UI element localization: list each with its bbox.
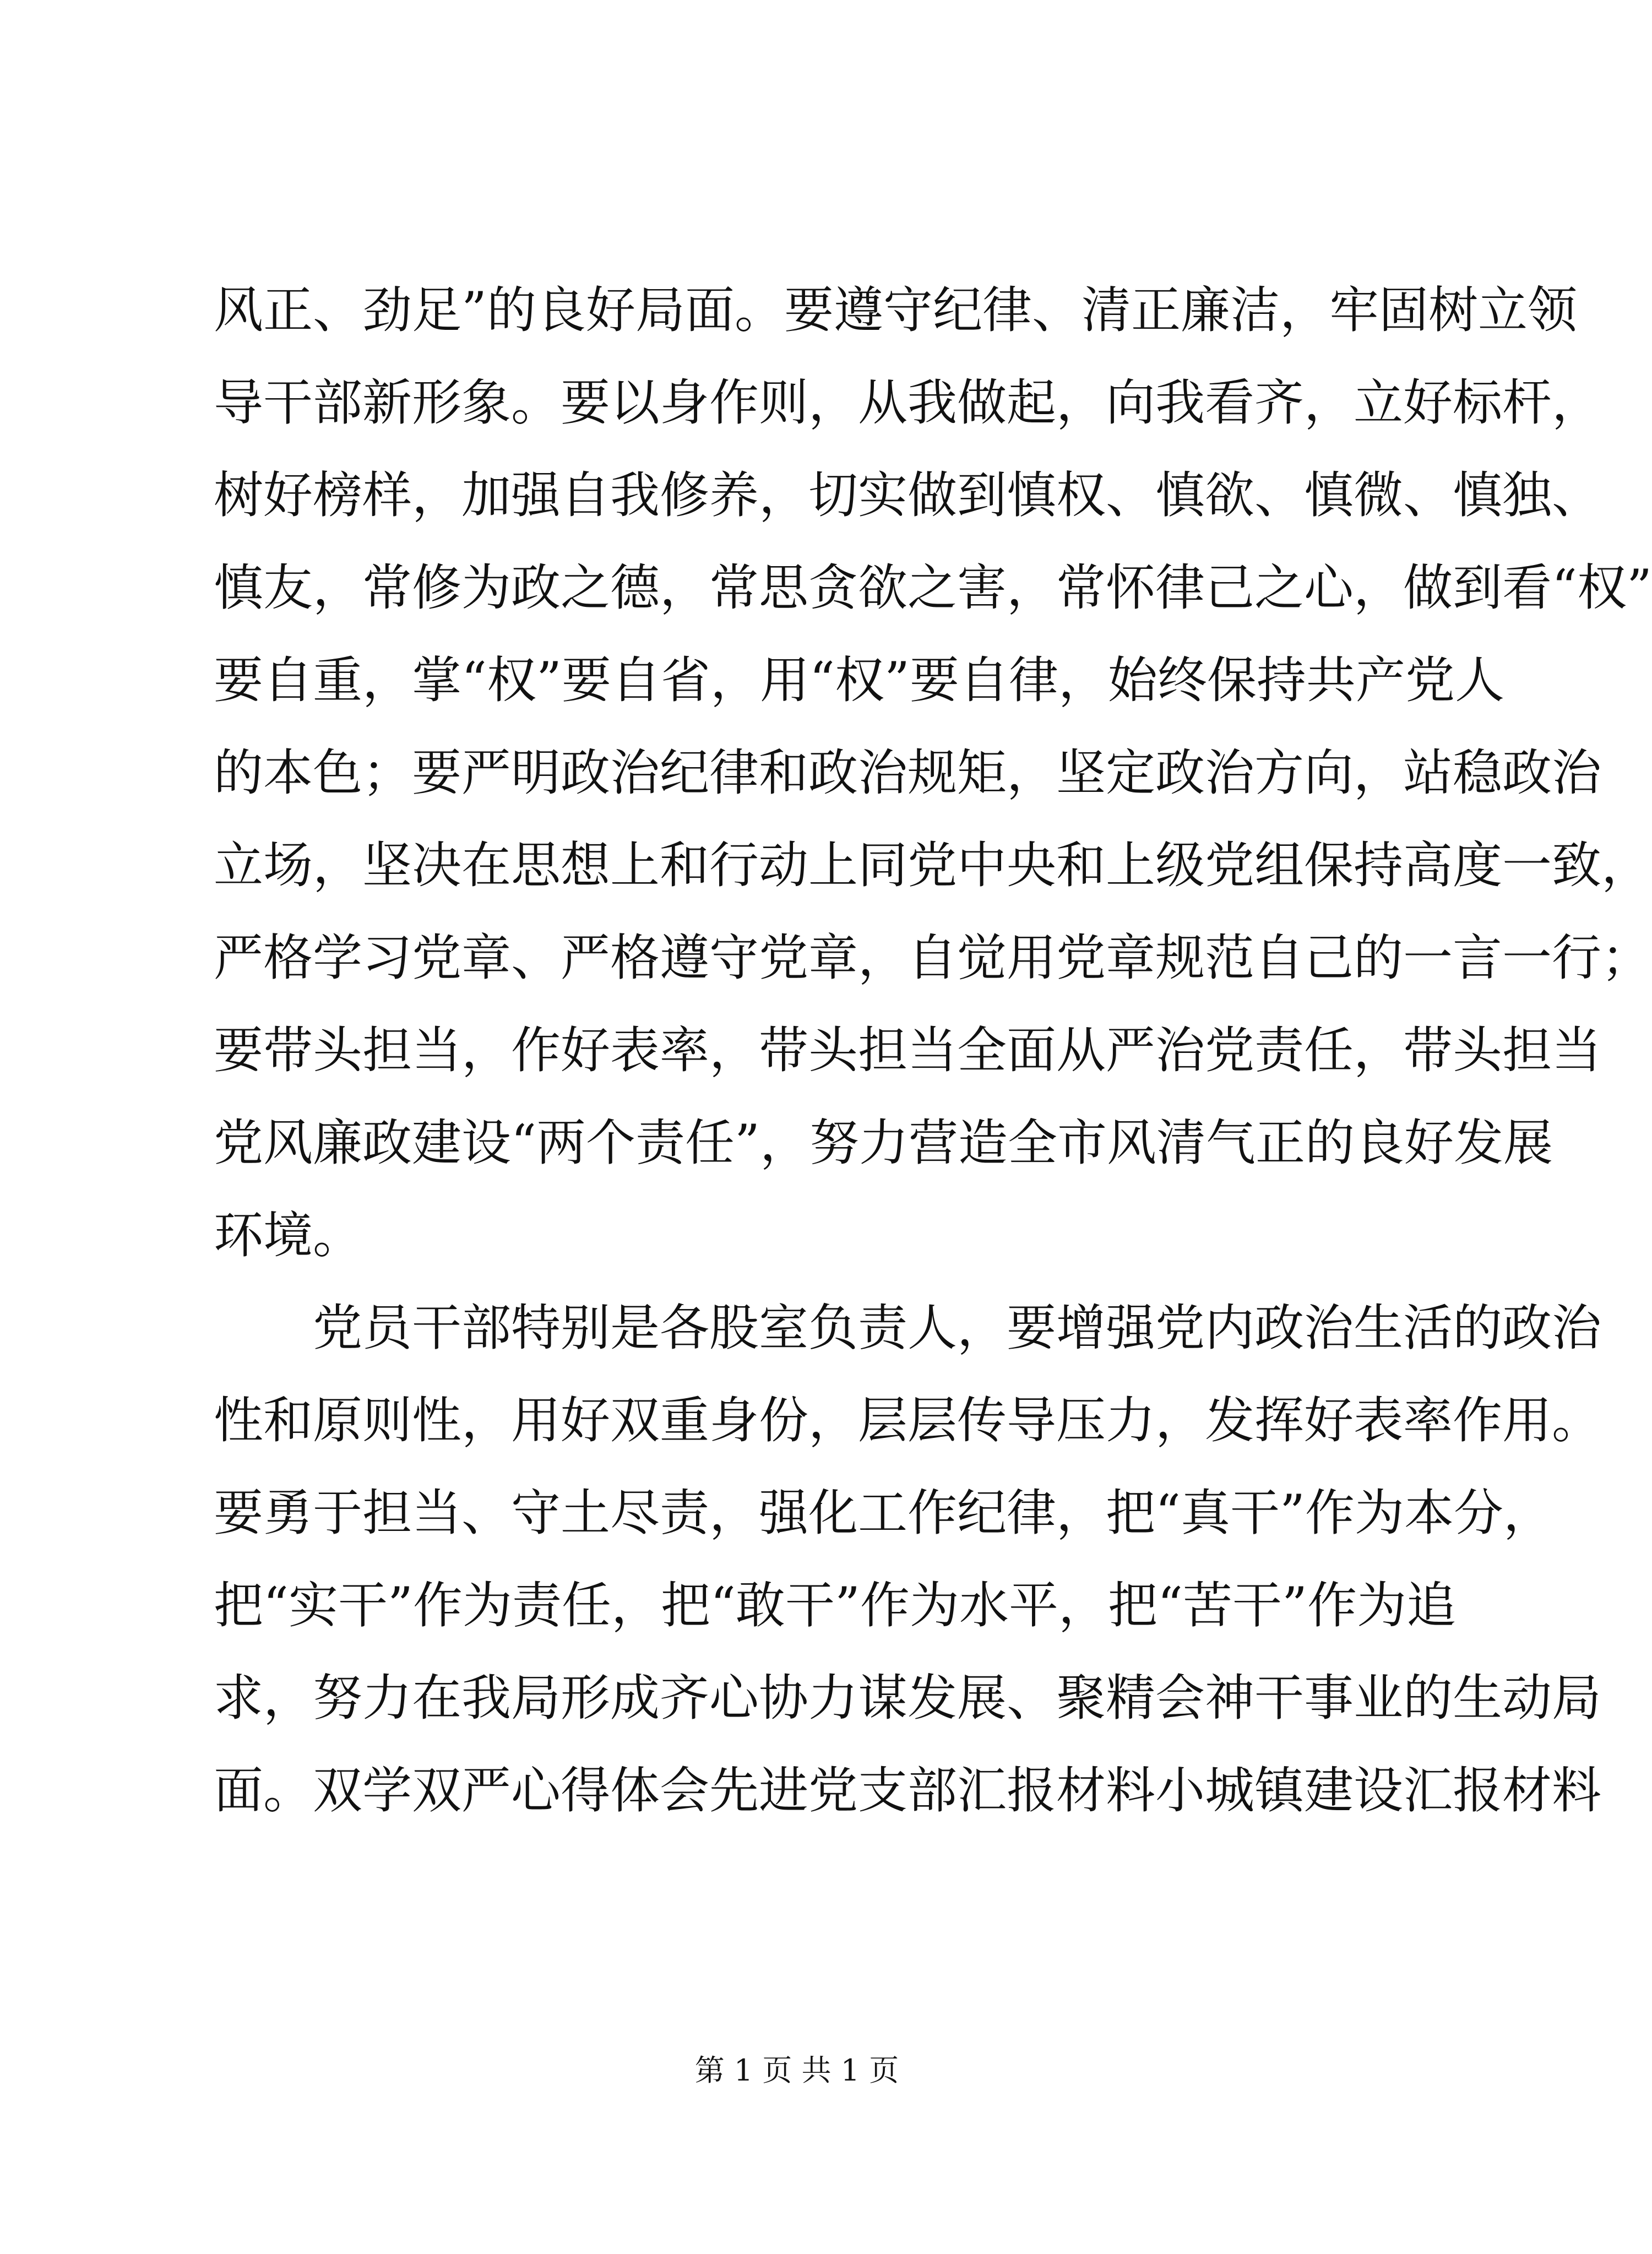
body-text xyxy=(214,264,1652,1837)
text-line: 面。双学双严心得体会先进党支部汇报材料小城镇建设汇报材料 xyxy=(214,1762,1601,1820)
text-line: 风正、劲足”的良好局面。要遵守纪律、清正廉洁，牢固树立领 xyxy=(214,281,1578,339)
text-line: 党风廉政建设“两个责任”，努力营造全市风清气正的良好发展 xyxy=(214,1114,1553,1172)
text-line: 把“实干”作为责任，把“敢干”作为水平，把“苦干”作为追 xyxy=(214,1577,1457,1634)
text-line: 导干部新形象。要以身作则，从我做起，向我看齐，立好标杆， xyxy=(214,374,1601,432)
text-line: 要带头担当，作好表率，带头担当全面从严治党责任，带头担当 xyxy=(214,1022,1601,1079)
text-line: 严格学习党章、严格遵守党章，自觉用党章规范自己的一言一行； xyxy=(214,929,1651,987)
text-line: 要勇于担当、守土尽责，强化工作纪律，把“真干”作为本分， xyxy=(214,1484,1553,1542)
text-line: 树好榜样，加强自我修养，切实做到慎权、慎欲、慎微、慎独、 xyxy=(214,466,1601,524)
text-line: 性和原则性，用好双重身份，层层传导压力，发挥好表率作用。 xyxy=(214,1392,1601,1449)
text-line: 环境。 xyxy=(214,1207,362,1264)
text-line: 的本色；要严明政治纪律和政治规矩，坚定政治方向，站稳政治 xyxy=(214,744,1601,802)
text-line: 立场，坚决在思想上和行动上同党中央和上级党组保持高度一致， xyxy=(214,837,1651,894)
text-line: 慎友，常修为政之德，常思贪欲之害，常怀律己之心，做到看“权” xyxy=(214,559,1652,617)
text-line: 要自重，掌“权”要自省，用“权”要自律，始终保持共产党人 xyxy=(214,651,1505,709)
text-line: 党员干部特别是各股室负责人，要增强党内政治生活的政治 xyxy=(313,1299,1601,1357)
paragraph-2 xyxy=(214,1282,1601,1837)
page-number-footer: 第 1 页 共 1 页 xyxy=(694,2053,899,2088)
paragraph-1 xyxy=(214,264,1652,1282)
text-line: 求，努力在我局形成齐心协力谋发展、聚精会神干事业的生动局 xyxy=(214,1669,1601,1727)
